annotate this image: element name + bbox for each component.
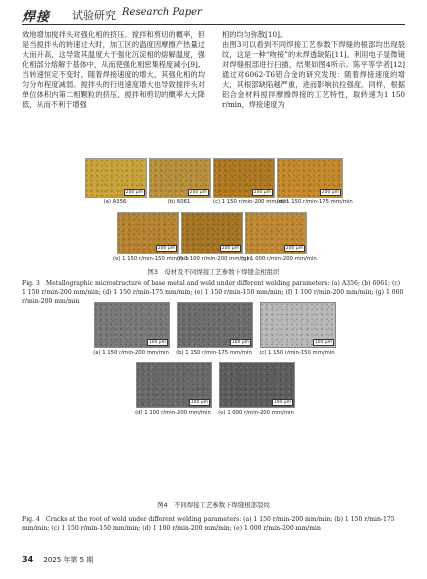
micrograph-g: [245, 212, 307, 254]
scale-bar: 100 μm: [314, 340, 332, 345]
figure-4-caption-en: Fig. 4 Cracks at the root of weld under different welding parameters: (a) 1 150 r/min-200 mm/min; (b) 1 150 r/min-175 mm/min; (c) 1 150 r/min-150 mm/min; (d) 1 100 r/min-200 mm/min; (e) 1 000 r/min-200 mm/min: [22, 516, 395, 532]
caption-a: (a) A356: [103, 199, 127, 205]
section-name-en: Research Paper: [122, 7, 202, 18]
page-number: 34: [22, 555, 34, 564]
sem-image-c: [260, 302, 336, 348]
caption-a: (a) 1 150 r/min-200 mm/min: [93, 350, 169, 356]
scale-bar: 200 μm: [125, 190, 143, 195]
caption-e: (e) 1 150 r/min-150 mm/min: [113, 256, 189, 262]
scale-bar: 200 μm: [285, 246, 303, 251]
caption-b: (b) 1 150 r/min-175 mm/min: [176, 350, 252, 356]
micrograph-d: [277, 158, 343, 198]
sem-image-a: [94, 302, 170, 348]
running-header: [22, 6, 405, 25]
caption-e: (e) 1 000 r/min-200 mm/min: [218, 410, 294, 416]
section-name: 试验研究: [72, 9, 116, 22]
page-footer: [22, 555, 93, 565]
caption-b: (b) 6061: [167, 199, 191, 205]
journal-brand: 焊接: [22, 10, 51, 25]
issue-label: 2025 年第 5 期: [43, 556, 94, 564]
caption-c: (c) 1 150 r/min-200 mm/min: [213, 199, 289, 205]
scale-bar: 100 μm: [190, 400, 208, 405]
micrograph-c: [213, 158, 275, 198]
scale-bar: 100 μm: [273, 400, 291, 405]
scale-bar: 200 μm: [221, 246, 239, 251]
caption-d: (d) 1 150 r/min-175 mm/min: [277, 199, 353, 205]
sem-image-b: [177, 302, 253, 348]
paragraph: 相的均匀弥散[10]。 由图3可以看到不同焊接工艺参数下焊缝的根部均出现裂纹，这是一种“吻接”的未焊透缺陷[11]。利用电子显微镜对焊缝根部进行扫描，结果如图4所示。陈平等学者[12]通过对6062-T6铝合金的研究发现：随着焊接速度的增大，其根部缺陷越严重，进而影响抗拉强度。同样，根据铝合金材料搅拌摩擦焊接的工艺特性，取转速为1 150 r/min，焊接速度为: [222, 30, 405, 109]
caption-g: (g) 1 000 r/min-200 mm/min: [241, 256, 317, 262]
figure-3-title: 图3 母材及不同焊接工艺参数下焊缝金相组织: [147, 268, 280, 276]
paragraph: 效地增加搅拌头对强化相的挤压、搅拌和剪切的概率，但是当搅拌头的转速过大时，加工区的温度因摩擦产热量过大而升高，这导致其温度大于强化沉淀相的熔解温度，强化相部分熔解于基体中，从而使强化相密集程度减小[9]。当转速恒定不变时，随着焊接速度的增大，其强化相的均匀分布程度减弱。搅拌头的行进速度增大也导致搅拌头对单位体积内第二相颗粒的挤压、搅拌和剪切的概率大大降低，从而不利于增强: [22, 30, 205, 109]
text-column-right: [222, 30, 405, 110]
scale-bar: 200 μm: [321, 190, 339, 195]
text-column-left: [22, 30, 205, 110]
figure-3-caption-en: Fig. 3 Metallographic microstructure of base metal and weld under different welding parameters: (a) A356; (b) 6061; (c) 1 150 r/min-200 mm/min; (d) 1 150 r/min-175 mm/min; (e) 1 150 r/min-150 mm/min; (f) 1 100 r/min-200 mm/min; (g) 1 000 r/min-200 mm/min: [22, 280, 404, 305]
figure-4-title: 图4 不同焊接工艺参数下焊缝根部裂纹: [157, 501, 270, 509]
scale-bar: 200 μm: [157, 246, 175, 251]
micrograph-b: [149, 158, 211, 198]
scale-bar: 200 μm: [189, 190, 207, 195]
micrograph-f: [181, 212, 243, 254]
scale-bar: 200 μm: [253, 190, 271, 195]
micrograph-e: [117, 212, 179, 254]
caption-f: (f) 1 100 r/min-200 mm/min: [177, 256, 252, 262]
scale-bar: 100 μm: [148, 340, 166, 345]
sem-image-e: [219, 362, 295, 408]
scale-bar: 100 μm: [231, 340, 249, 345]
sem-image-d: [136, 362, 212, 408]
micrograph-a: [85, 158, 147, 198]
caption-d: (d) 1 100 r/min-200 mm/min: [135, 410, 211, 416]
caption-c: (c) 1 150 r/min-150 mm/min: [259, 350, 335, 356]
